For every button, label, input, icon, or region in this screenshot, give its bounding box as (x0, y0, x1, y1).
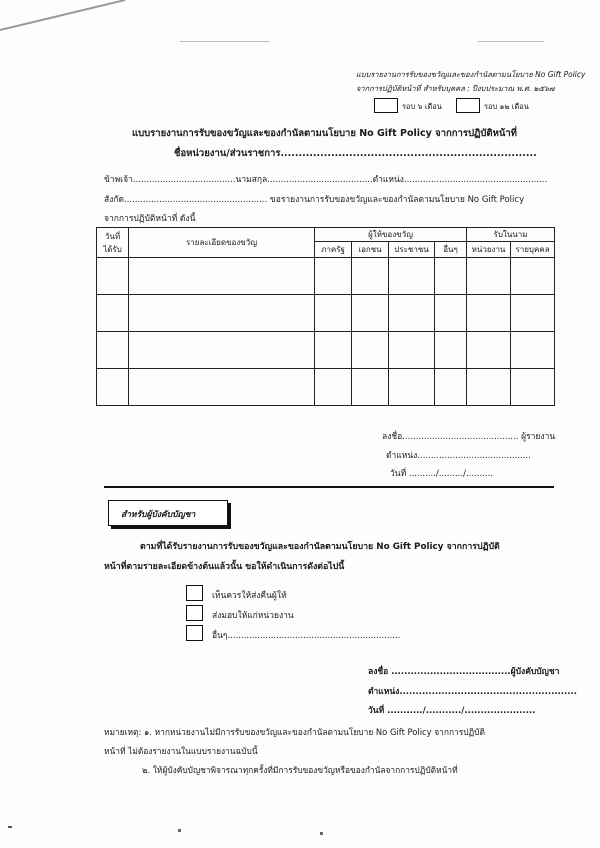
commander-date[interactable]: วันที่ .........../.........../...................... (368, 706, 536, 716)
scan-speck (320, 832, 323, 835)
note-1-continued: หน้าที่ ไม่ต้องรายงานในแบบรายงานฉบับนี้ (104, 746, 258, 756)
table-cell[interactable] (97, 258, 129, 295)
table-cell[interactable] (467, 332, 511, 369)
table-cell[interactable] (467, 295, 511, 332)
table-cell[interactable] (352, 258, 389, 295)
form-title: แบบรายงานการรับของขวัญและของกำนัลตามนโยบาย No Gift Policy จากการปฏิบัติหน้าที่ (132, 128, 517, 139)
affiliation-line[interactable]: สังกัด..................................................... ขอรายงานการรับของขวัญและของกำนัลตามนโยบาย No Gift Policy (104, 195, 525, 205)
round-6-checkbox[interactable] (374, 98, 398, 113)
round-12-label: รอบ ๑๒ เดือน (484, 102, 529, 111)
col-detail-header: รายละเอียดของขวัญ (129, 228, 315, 258)
table-cell[interactable] (315, 332, 352, 369)
table-cell[interactable] (435, 369, 467, 406)
return-to-giver-checkbox[interactable] (186, 585, 203, 601)
table-cell[interactable] (511, 369, 555, 406)
scan-speck (8, 826, 12, 828)
col-other-header: อื่นๆ (435, 242, 467, 258)
table-cell[interactable] (352, 369, 389, 406)
table-cell[interactable] (352, 295, 389, 332)
receive-group-header: รับในนาม (467, 228, 555, 242)
col-date-label-2: ได้รับ (103, 244, 122, 254)
intro-line: จากการปฏิบัติหน้าที่ ดังนี้ (104, 214, 196, 224)
commander-section-box (108, 500, 228, 526)
col-individual-header: รายบุคคล (511, 242, 555, 258)
table-cell[interactable] (97, 295, 129, 332)
table-cell[interactable] (389, 295, 435, 332)
table-cell[interactable] (97, 332, 129, 369)
table-cell[interactable] (511, 258, 555, 295)
table-cell[interactable] (129, 258, 315, 295)
table-cell[interactable] (435, 258, 467, 295)
col-public-header: ประชาชน (389, 242, 435, 258)
commander-signature[interactable]: ลงชื่อ .....................................ผู้บังคับบัญชา (368, 667, 560, 677)
header-caption-2: จากการปฏิบัติหน้าที่ สำหรับบุคคล : ปีงบประมาณ พ.ศ. ๒๕๖๗ (356, 84, 555, 93)
reporter-info-line[interactable]: ข้าพเจ้า......................................นามสกุล.......................................ตำแหน่ง..................................................... (104, 175, 548, 185)
table-row (97, 295, 555, 332)
col-private-header: เอกชน (352, 242, 389, 258)
table-cell[interactable] (352, 332, 389, 369)
table-cell[interactable] (389, 332, 435, 369)
table-row (97, 369, 555, 406)
commander-position[interactable]: ตำแหน่ง....................................................... (368, 687, 577, 697)
round-12-checkbox[interactable] (456, 98, 480, 113)
table-cell[interactable] (389, 369, 435, 406)
deliver-to-agency-label: ส่งมอบให้แก่หน่วยงาน (212, 611, 294, 621)
reporter-position[interactable]: ตำแหน่ง.......................................... (386, 451, 531, 461)
commander-paragraph-1: ตามที่ได้รับรายงานการรับของขวัญและของกำนัลตามนโยบาย No Gift Policy จากการปฏิบัติ (140, 542, 500, 552)
commander-section-title: สำหรับผู้บังคับบัญชา (121, 510, 196, 520)
scan-corner-mark (0, 0, 130, 40)
deliver-to-agency-checkbox[interactable] (186, 605, 203, 621)
table-cell[interactable] (435, 295, 467, 332)
table-cell[interactable] (315, 295, 352, 332)
col-agency-header: หน่วยงาน (467, 242, 511, 258)
table-cell[interactable] (129, 332, 315, 369)
table-cell[interactable] (435, 332, 467, 369)
giver-group-header: ผู้ให้ของขวัญ (315, 228, 467, 242)
reporter-date[interactable]: วันที่ ........../........./.......... (390, 469, 493, 479)
note-2: ๒. ให้ผู้บังคับบัญชาพิจารณาทุกครั้งที่มีการรับของขวัญหรือของกำนัลจากการปฏิบัติหน้าที่ (142, 765, 458, 775)
col-date-header (97, 228, 129, 258)
table-cell[interactable] (129, 295, 315, 332)
note-1-text: หมายเหตุ: ๑. หากหน่วยงานไม่มีการรับของขวัญและของกำนัลตามนโยบาย No Gift Policy จากการปฏิบัติ (104, 727, 485, 737)
table-cell[interactable] (315, 258, 352, 295)
table-cell[interactable] (511, 295, 555, 332)
agency-line: ชื่อหน่วยงาน/ส่วนราชการ....................................................................... (174, 148, 537, 159)
scan-mark (180, 41, 270, 42)
table-cell[interactable] (129, 369, 315, 406)
header-caption-1: แบบรายงานการรับของขวัญและของกำนัลตามนโยบาย No Gift Policy (356, 70, 586, 79)
note-1 (104, 725, 485, 739)
round-6-label: รอบ ๖ เดือน (402, 102, 442, 111)
gift-table (96, 227, 555, 406)
scan-mark (478, 41, 544, 42)
table-cell[interactable] (97, 369, 129, 406)
other-option-checkbox[interactable] (186, 625, 203, 641)
other-option-label[interactable]: อื่นๆ................................................................ (212, 631, 401, 641)
table-cell[interactable] (511, 332, 555, 369)
table-cell[interactable] (467, 369, 511, 406)
table-cell[interactable] (467, 258, 511, 295)
section-divider (104, 486, 554, 488)
col-government-header: ภาครัฐ (315, 242, 352, 258)
table-row (97, 332, 555, 369)
table-cell[interactable] (389, 258, 435, 295)
table-row (97, 258, 555, 295)
commander-paragraph-2: หน้าที่ตามรายละเอียดข้างต้นแล้วนั้น ขอให้ดำเนินการดังต่อไปนี้ (104, 562, 345, 572)
reporter-signature[interactable]: ลงชื่อ........................................... ผู้รายงาน (382, 432, 556, 442)
col-date-label: วันที่ (104, 231, 121, 241)
table-cell[interactable] (315, 369, 352, 406)
scan-speck (178, 829, 181, 832)
return-to-giver-label: เห็นควรให้ส่งคืนผู้ให้ (212, 591, 287, 601)
